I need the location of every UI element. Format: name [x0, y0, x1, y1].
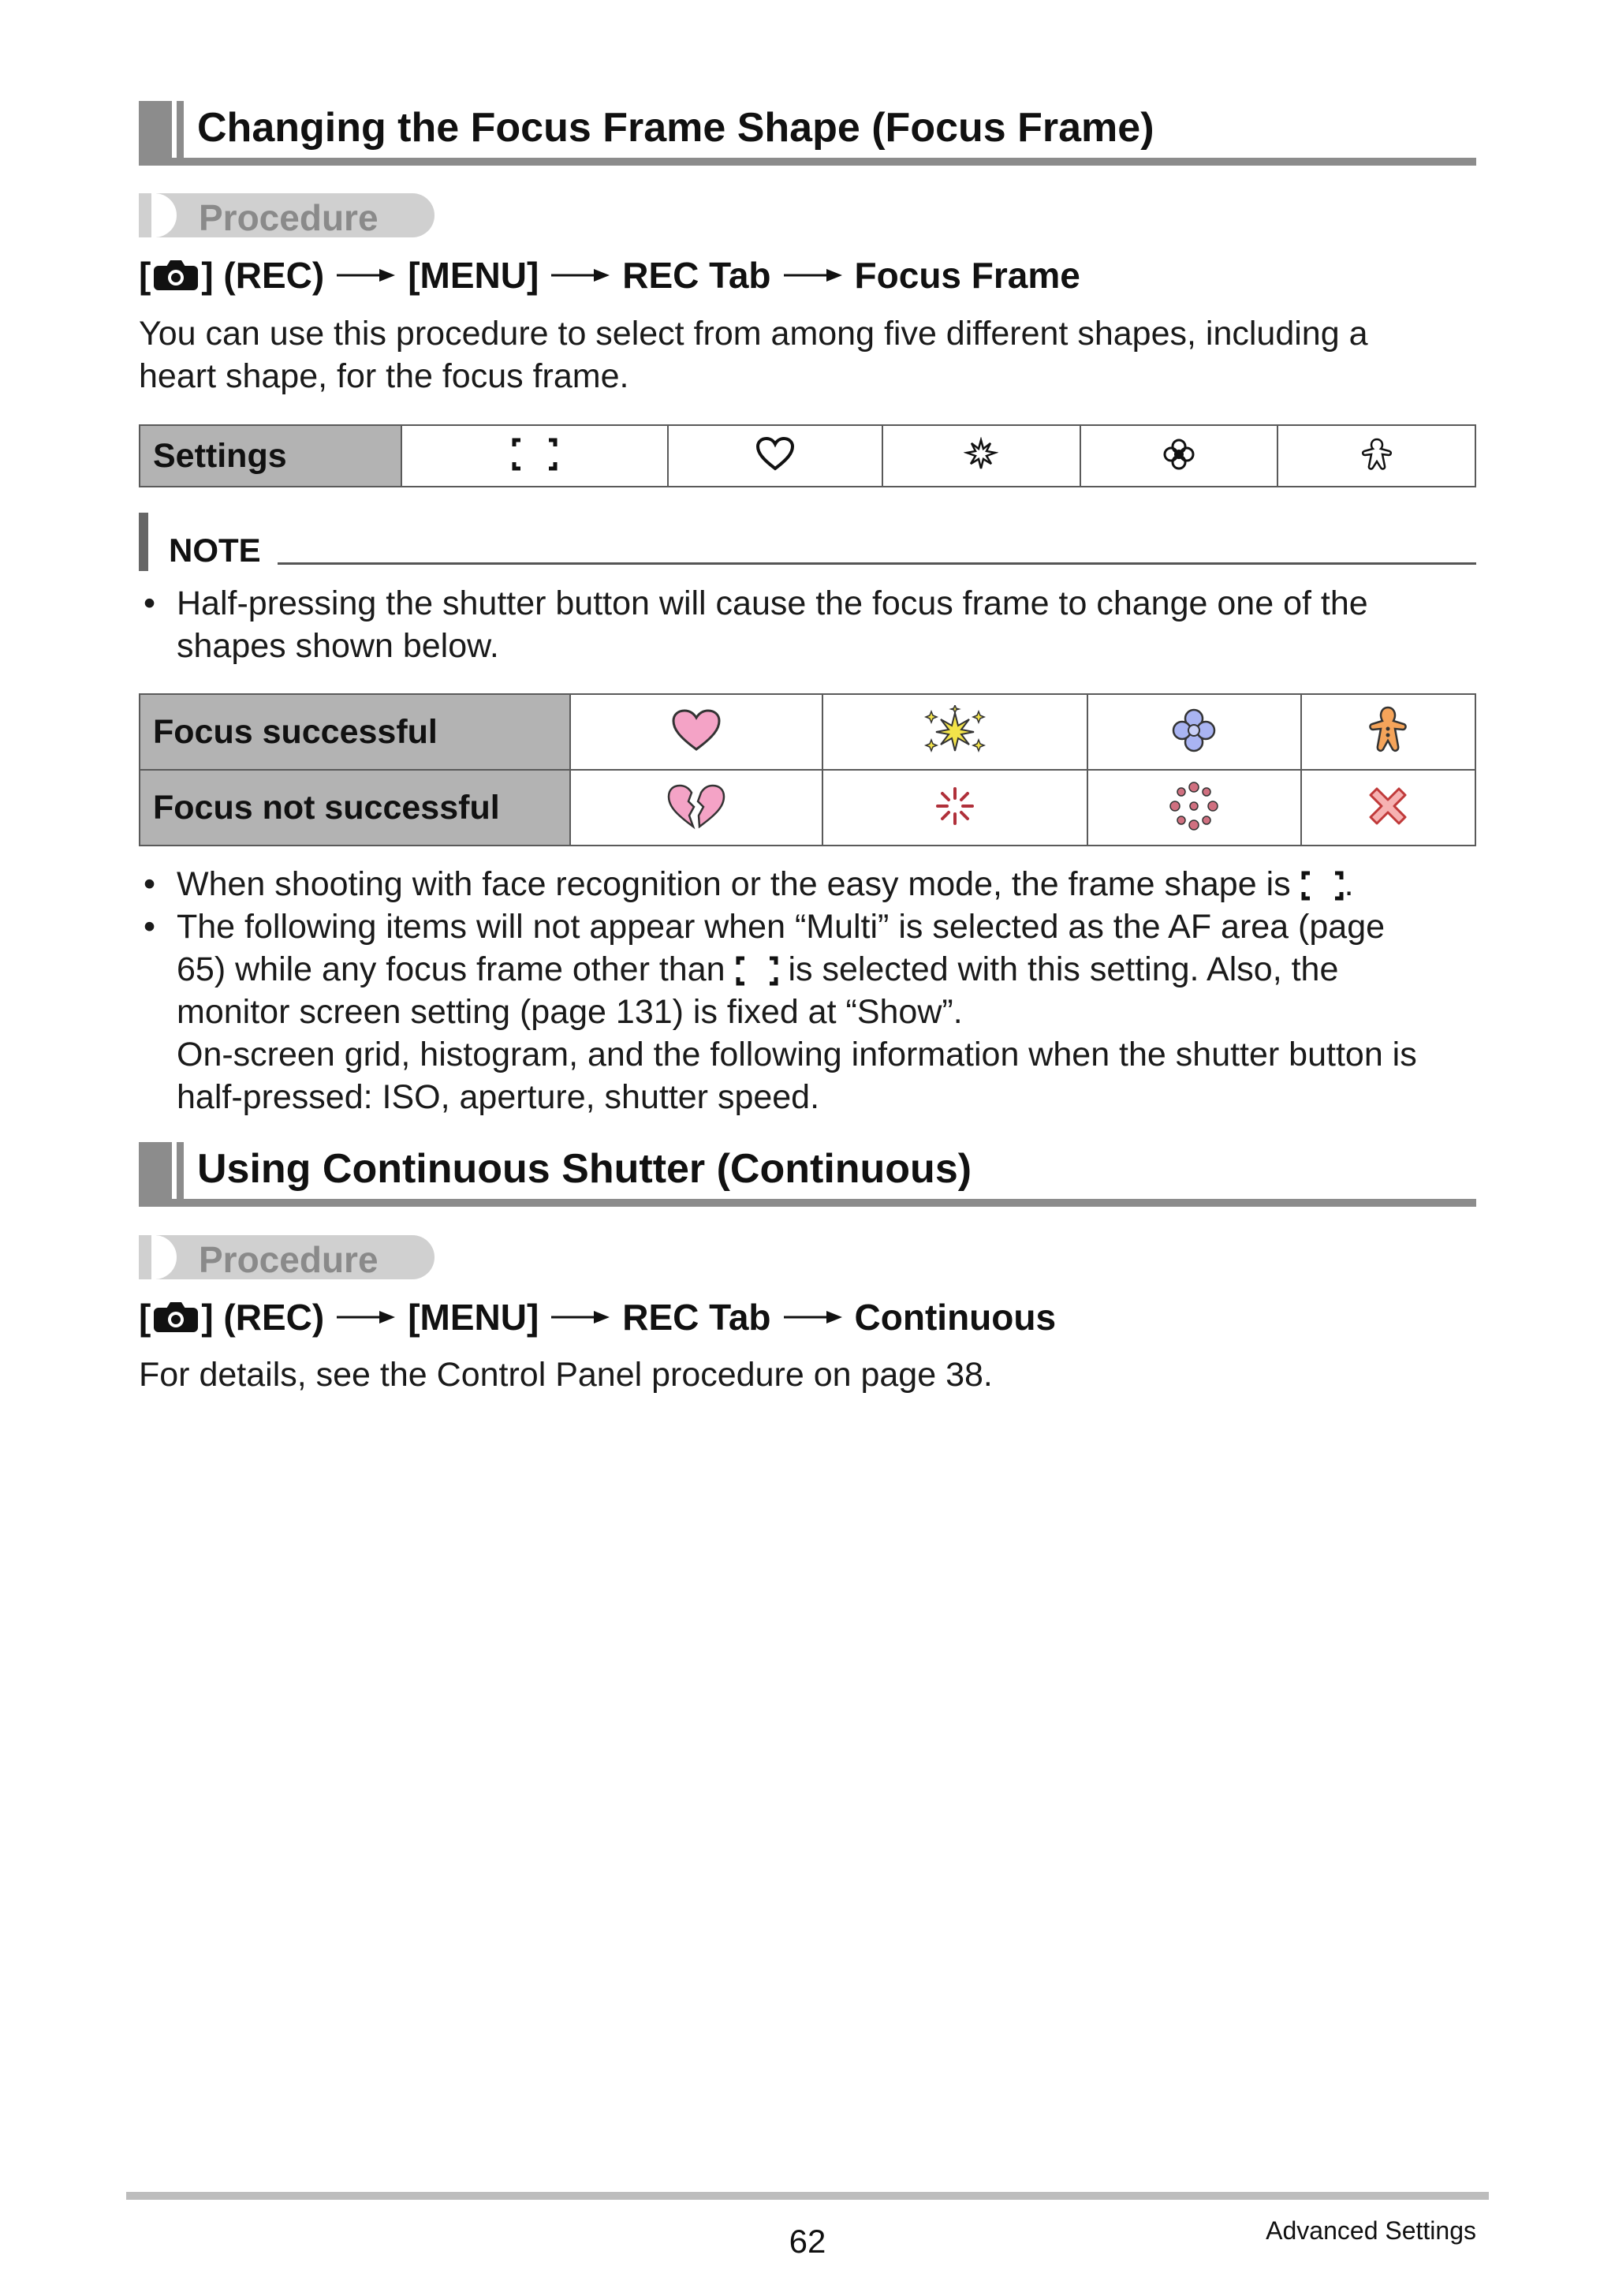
focus-cell: [822, 694, 1087, 770]
note-label: NOTE: [169, 532, 261, 569]
procedure-label: Procedure: [199, 197, 379, 238]
focus-cell: [1301, 694, 1475, 770]
focus-cell: [570, 694, 822, 770]
focus-cell: [1087, 694, 1301, 770]
setting-cell: [1277, 425, 1475, 487]
arrow-right-icon: [335, 1309, 397, 1325]
orange-gingerbread-icon: [1367, 705, 1408, 756]
arrow-right-icon: [782, 1309, 844, 1325]
gingerbread-outline-icon: [1360, 437, 1394, 472]
arrow-right-icon: [550, 1309, 611, 1325]
heading-rule: [139, 158, 1476, 166]
bracket-frame-icon: [735, 955, 779, 987]
heading-rule: [139, 1199, 1476, 1207]
focus-success-header: Focus successful: [140, 694, 570, 770]
setting-cell: [882, 425, 1080, 487]
focus-cell: [822, 770, 1087, 846]
setting-cell: [1080, 425, 1278, 487]
procedure-label: Procedure: [199, 1239, 379, 1280]
focus-cell: [1301, 770, 1475, 846]
footer-section-label: Advanced Settings: [1266, 2216, 1476, 2245]
intro-paragraph: You can use this procedure to select from among five different shapes, including a heart shape, for the focus frame.: [139, 315, 1368, 395]
focus-result-table: [139, 693, 1476, 846]
heading-bar-thin: [177, 101, 184, 166]
scattered-flower-icon: [1169, 781, 1219, 831]
list-item: • The following items will not appear when “Multi” is selected as the AF area (page 65) while any focus frame other than is selected with this setting. Also, the monitor screen setting (page 131) is fixed at “Show”. On-screen grid, histogram, and the following information when the shutter button is half-pressed: ISO, aperture, shutter speed.: [144, 908, 1417, 1116]
red-burst-icon: [934, 786, 975, 827]
note-list-1: [139, 582, 1479, 667]
pink-heart-icon: [671, 708, 722, 752]
procedure-tag: [139, 1235, 435, 1279]
broken-heart-icon: [666, 782, 726, 830]
heart-outline-icon: [756, 437, 794, 472]
arrow-right-icon: [335, 267, 397, 283]
flower-outline-icon: [1162, 437, 1196, 472]
footer-rule: [126, 2192, 1489, 2200]
list-item: • Half-pressing the shutter button will cause the focus frame to change one of the shapes shown below.: [144, 584, 1368, 665]
heading-bar: [139, 1142, 172, 1207]
menu-path: [ ] (REC) [MENU] REC Tab Focus Frame: [139, 255, 1080, 296]
procedure-tag: [139, 193, 435, 237]
setting-cell: [668, 425, 882, 487]
section-heading-continuous: [139, 1142, 1476, 1207]
setting-cell: [401, 425, 668, 487]
camera-icon: [152, 1301, 200, 1334]
menu-path: [ ] (REC) [MENU] REC Tab Continuous: [139, 1297, 1057, 1338]
yellow-sparkle-icon: [923, 705, 987, 756]
heading-bar: [139, 101, 172, 166]
red-x-icon: [1367, 786, 1408, 827]
note-list-2: [139, 863, 1479, 1118]
section-title: Using Continuous Shutter (Continuous): [197, 1146, 972, 1192]
page-number: 62: [789, 2223, 826, 2260]
focus-cell: [570, 770, 822, 846]
focus-fail-header: Focus not successful: [140, 770, 570, 846]
section-title: Changing the Focus Frame Shape (Focus Frame): [197, 105, 1154, 151]
bracket-frame-icon: [511, 437, 558, 472]
settings-table: [139, 424, 1476, 487]
arrow-right-icon: [782, 267, 844, 283]
list-item: • When shooting with face recognition or the easy mode, the frame shape is .: [144, 865, 1354, 903]
bracket-frame-icon: [1300, 870, 1345, 902]
sparkle-outline-icon: [964, 437, 998, 472]
note-bar: [139, 513, 148, 571]
continuous-paragraph: For details, see the Control Panel procedure on page 38.: [139, 1356, 993, 1394]
focus-cell: [1087, 770, 1301, 846]
blue-flower-icon: [1170, 707, 1218, 754]
section-heading-focus-frame: [139, 101, 1476, 166]
settings-header: Settings: [140, 425, 401, 487]
note-rule: [278, 562, 1476, 565]
heading-bar-thin: [177, 1142, 184, 1207]
arrow-right-icon: [550, 267, 611, 283]
camera-icon: [152, 259, 200, 292]
